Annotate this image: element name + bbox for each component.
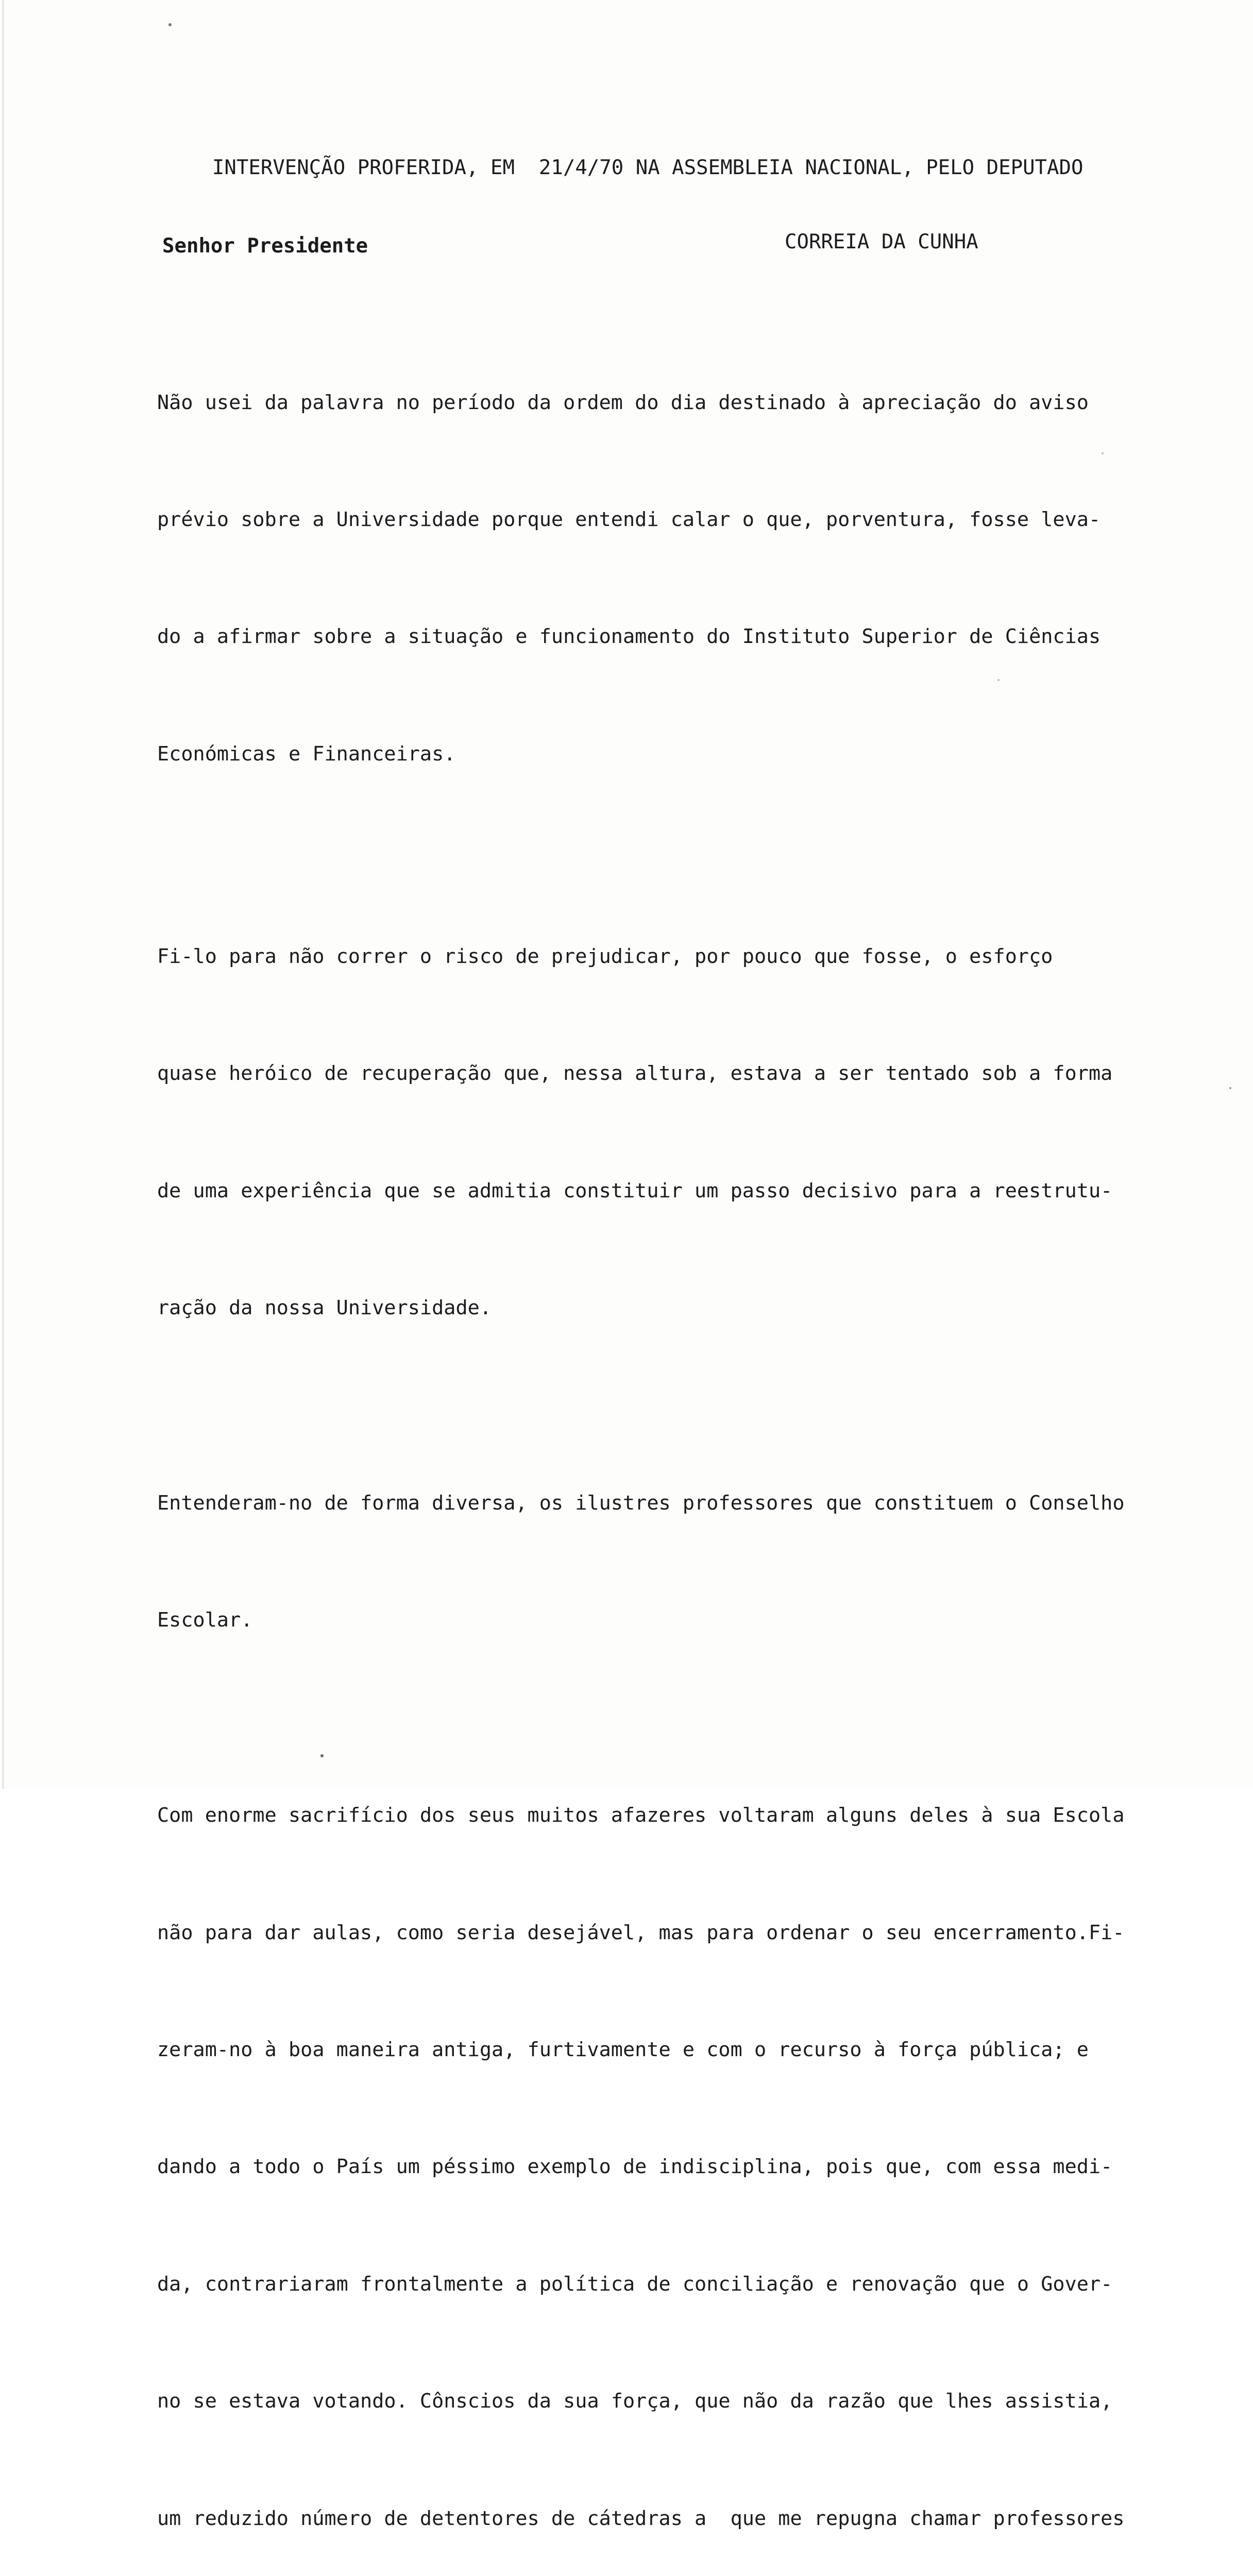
salutation: Senhor Presidente [162,234,368,258]
text-line: Económicas e Financeiras. [157,742,456,766]
paragraph [157,1718,1229,2576]
text-line: no se estava votando. Cônscios da sua força, que não da razão que lhes assistia, [157,2389,1113,2413]
text-line: prévio sobre a Universidade porque entendi calar o que, porventura, fosse leva- [157,507,1101,531]
text-line: não para dar aulas, como seria desejável, mas para ordenar o seu encerramento.Fi- [157,1921,1125,1944]
text-line: da, contrariaram frontalmente a política de conciliação e renovação que o Gover- [157,2272,1113,2296]
paragraph [157,305,1229,852]
text-line: ração da nossa Universidade. [157,1296,492,1319]
document-heading [164,112,1143,335]
text-line: Entenderam-no de forma diversa, os ilustres professores que constituem o Conselho [157,1491,1125,1515]
heading-line: INTERVENÇÃO PROFERIDA, EM 21/4/70 NA ASSEMBLEIA NACIONAL, PELO DEPUTADO [212,156,1083,179]
text-line: do a afirmar sobre a situação e funcionamento do Instituto Superior de Ciências [157,625,1101,649]
text-line: de uma experiência que se admitia constituir um passo decisivo para a reestrutu- [157,1179,1113,1202]
text-line: dando a todo o País um péssimo exemplo de indisciplina, pois que, com essa medi- [157,2155,1113,2179]
text-line: quase heróico de recuperação que, nessa altura, estava a ser tentado sob a forma [157,1062,1113,1086]
text-line: um reduzido número de detentores de cátedras a que me repugna chamar professores [157,2506,1125,2530]
text-line: Com enorme sacrifício dos seus muitos afazeres voltaram alguns deles à sua Escola [157,1804,1125,1827]
heading-line: CORREIA DA CUNHA [785,230,978,253]
text-line: Não usei da palavra no período da ordem do dia destinado à apreciação do aviso [157,391,1089,414]
body-text [157,305,1229,2576]
paragraph [157,859,1229,1405]
paragraph [157,1405,1229,1718]
text-line: zeram-no à boa maneira antiga, furtivamente e com o recurso à força pública; e [157,2038,1089,2062]
text-line: Fi-lo para não correr o risco de prejudicar, por pouco que fosse, o esforço [157,944,1053,968]
text-line: Escolar. [157,1608,253,1632]
